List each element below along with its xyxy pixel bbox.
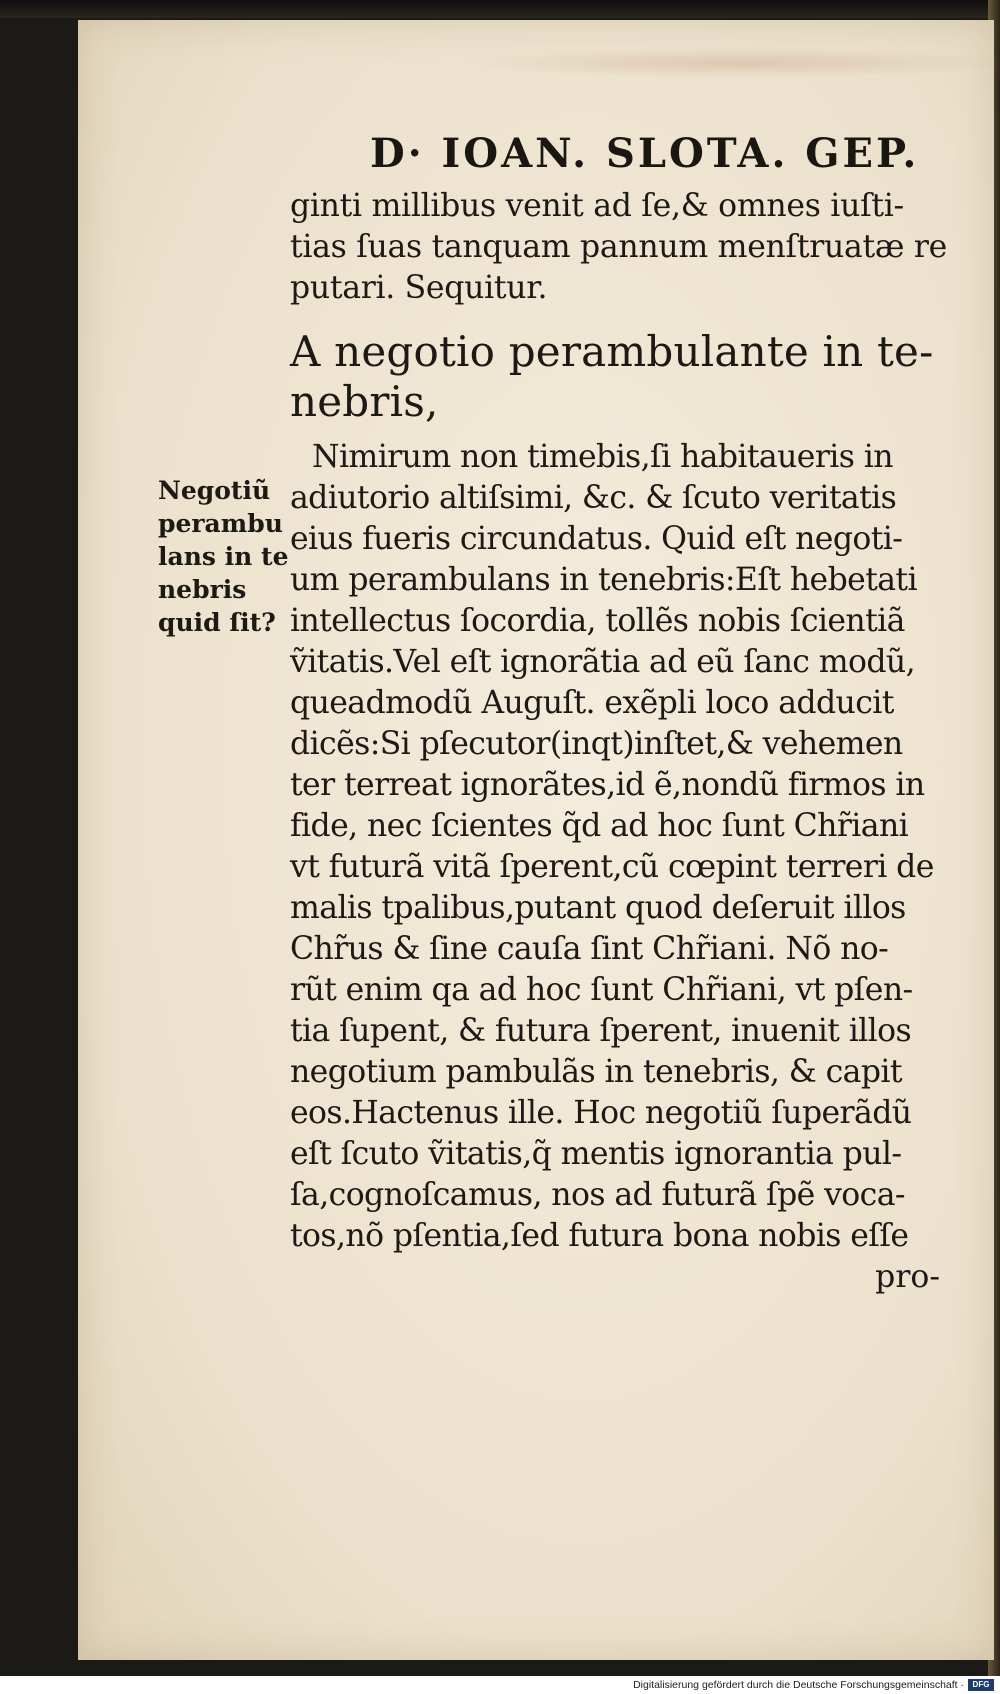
text-line: negotium pambulãs in tenebris, & capit <box>290 1054 902 1090</box>
text-line: rũt enim qa ad hoc ſunt Chr̃iani, vt pſen- <box>290 972 913 1008</box>
body-paragraph <box>290 437 960 1298</box>
opening-paragraph <box>290 186 960 309</box>
dfg-logo: DFG <box>968 1679 994 1691</box>
text-line: um perambulans in tenebris:Eſt hebetati <box>290 562 917 598</box>
text-line: ṽitatis.Vel eſt ignorãtia ad eũ ſanc modũ, <box>290 644 916 680</box>
text-line: queadmodũ Auguſt. exẽpli loco adducit <box>290 685 894 721</box>
text-line: putari. Sequitur. <box>290 270 548 306</box>
text-line: ginti millibus venit ad ſe,& omnes iuſti- <box>290 188 904 224</box>
text-line: vt futurã vitã ſperent,cũ cœpint terreri de <box>290 849 934 885</box>
footer-credit: Digitalisierung gefördert durch die Deutsche Forschungsgemeinschaft · <box>633 1679 964 1691</box>
text-line: Nimirum non timebis,ſi habitaueris in <box>312 439 893 475</box>
text-line: dicẽs:Si pſecutor(inqt)inſtet,& vehemen <box>290 726 903 762</box>
text-line: ter terreat ignorãtes,id ẽ,nondũ firmos in <box>290 767 925 803</box>
text-line: malis tpalibus,putant quod deſeruit illos <box>290 890 906 926</box>
page-stain <box>458 48 1000 78</box>
marginal-note-line: lans in te <box>158 542 289 571</box>
text-line: eſt ſcuto ṽitatis,q̃ mentis ignorantia pul- <box>290 1136 902 1172</box>
text-line: tias ſuas tanquam pannum menſtruatæ re <box>290 229 947 265</box>
marginal-note <box>158 474 288 639</box>
text-line: intellectus ſocordia, tollẽs nobis ſcientiã <box>290 603 905 639</box>
marginal-note-line: quid ſit? <box>158 608 276 637</box>
text-line: tia ſupent, & futura ſperent, inuenit illos <box>290 1013 912 1049</box>
text-line: ſa,cognoſcamus, nos ad futurã ſpẽ voca- <box>290 1177 905 1213</box>
catchword: pro- <box>875 1259 940 1295</box>
text-line: eos.Hactenus ille. Hoc negotiũ ſuperãdũ <box>290 1095 912 1131</box>
book-edge-top <box>0 0 1000 18</box>
text-line: Chr̃us & ſine cauſa ſint Chr̃iani. Nõ no- <box>290 931 889 967</box>
marginal-note-line: Negotiũ <box>158 476 271 505</box>
heading-line: nebris, <box>290 377 439 426</box>
marginal-note-line: nebris <box>158 575 247 604</box>
text-line: fide, nec ſcientes q̃d ad hoc ſunt Chr̃iani <box>290 808 909 844</box>
main-text <box>290 186 960 1298</box>
running-head: D· IOAN. SLOTA. GEP. <box>370 130 920 177</box>
marginal-note-line: perambu <box>158 509 283 538</box>
section-heading <box>290 327 960 427</box>
text-line: eius fueris circundatus. Quid eſt negoti- <box>290 521 903 557</box>
heading-line: A negotio perambulante in te- <box>290 327 934 376</box>
text-line: adiutorio altiſsimi, &c. & ſcuto veritatis <box>290 480 897 516</box>
text-line: tos,nõ pſentia,ſed futura bona nobis eſſe <box>290 1218 909 1254</box>
